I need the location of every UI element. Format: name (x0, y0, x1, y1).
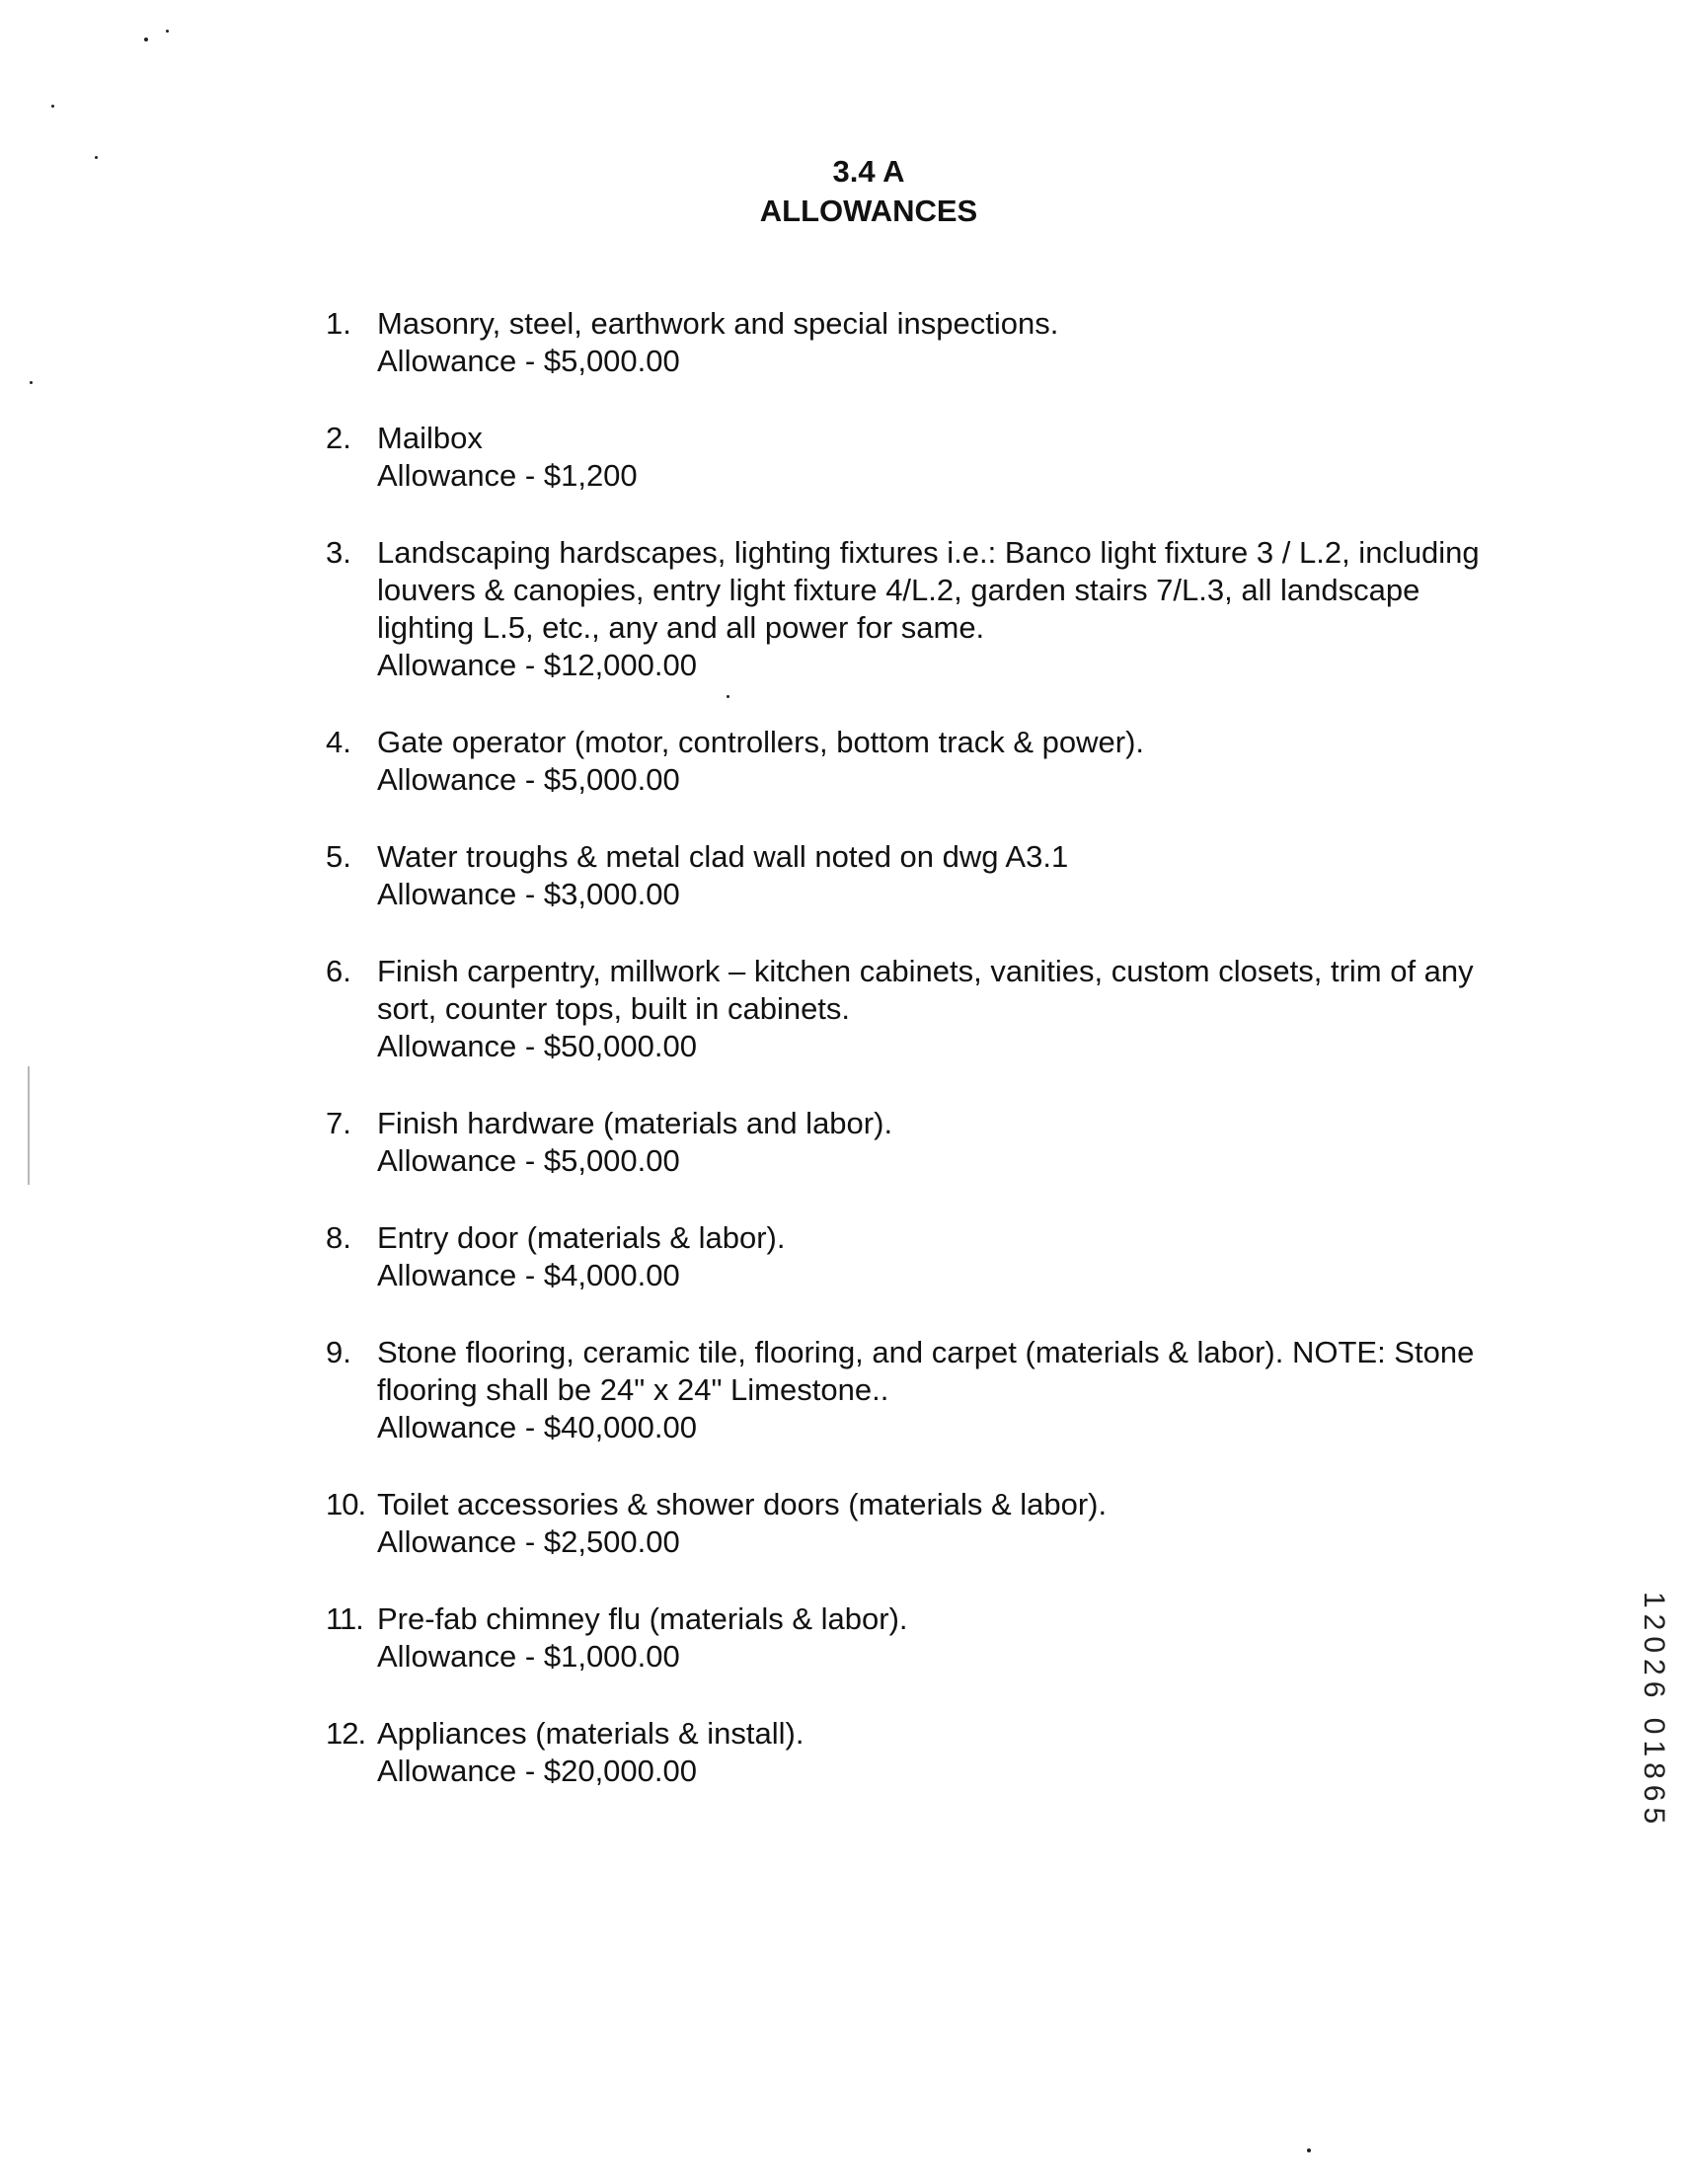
list-item (326, 1715, 1491, 1790)
item-number: 9. (326, 1335, 351, 1369)
item-number: 12. (326, 1716, 366, 1751)
item-amount: Allowance - $5,000.00 (377, 762, 680, 797)
item-number: 11. (326, 1601, 363, 1636)
list-item (326, 1105, 1491, 1180)
item-description: Gate operator (motor, controllers, bottom track & power). (377, 725, 1145, 759)
list-item (326, 1486, 1491, 1561)
list-item (326, 534, 1491, 684)
list-item (326, 724, 1491, 799)
item-number: 2. (326, 421, 351, 455)
item-description: Entry door (materials & labor). (377, 1220, 786, 1255)
item-number: 5. (326, 839, 351, 874)
item-amount: Allowance - $1,200 (377, 458, 638, 493)
allowance-list (326, 305, 1491, 1830)
item-amount: Allowance - $4,000.00 (377, 1258, 680, 1292)
scan-speck (30, 381, 33, 384)
item-number: 8. (326, 1220, 351, 1255)
item-amount: Allowance - $50,000.00 (377, 1029, 698, 1063)
item-amount: Allowance - $3,000.00 (377, 877, 680, 911)
list-item (326, 305, 1491, 380)
item-amount: Allowance - $5,000.00 (377, 1143, 680, 1178)
list-item (326, 420, 1491, 495)
list-item (326, 838, 1491, 913)
bates-stamp: 12026 01865 (1638, 1592, 1670, 1831)
list-item (326, 953, 1491, 1065)
list-item (326, 1600, 1491, 1676)
item-amount: Allowance - $1,000.00 (377, 1639, 680, 1674)
item-amount: Allowance - $2,500.00 (377, 1524, 680, 1559)
item-description: Finish carpentry, millwork – kitchen cabinets, vanities, custom closets, trim of any sort, counter tops, built in cabinets. (377, 954, 1474, 1026)
section-title: ALLOWANCES (759, 194, 978, 228)
item-description: Appliances (materials & install). (377, 1716, 805, 1751)
item-description: Masonry, steel, earthwork and special inspections. (377, 306, 1059, 341)
scan-speck (166, 30, 169, 33)
scan-speck (727, 695, 729, 698)
item-description: Pre-fab chimney flu (materials & labor). (377, 1601, 908, 1636)
item-description: Water troughs & metal clad wall noted on dwg A3.1 (377, 839, 1069, 874)
item-description: Stone flooring, ceramic tile, flooring, and carpet (materials & labor). NOTE: Stone flooring shall be 24" x 24" Limestone.. (377, 1335, 1475, 1407)
item-amount: Allowance - $20,000.00 (377, 1754, 698, 1788)
item-number: 3. (326, 535, 351, 570)
item-description: Finish hardware (materials and labor). (377, 1106, 893, 1140)
section-number: 3.4 A (832, 154, 905, 189)
item-number: 1. (326, 306, 351, 341)
scan-edge-mark (28, 1066, 30, 1185)
item-number: 4. (326, 725, 351, 759)
item-number: 10. (326, 1487, 366, 1521)
item-description: Toilet accessories & shower doors (materials & labor). (377, 1487, 1108, 1521)
item-number: 6. (326, 954, 351, 988)
scan-speck (95, 156, 98, 159)
item-number: 7. (326, 1106, 351, 1140)
list-item (326, 1334, 1491, 1446)
scan-speck (51, 105, 54, 108)
scan-speck (1307, 2148, 1311, 2152)
item-description: Mailbox (377, 421, 483, 455)
list-item (326, 1219, 1491, 1294)
scan-speck (144, 38, 148, 41)
item-description: Landscaping hardscapes, lighting fixtures i.e.: Banco light fixture 3 / L.2, including louvers & canopies, entry light fixture 4/L.2, garden stairs 7/L.3, all landscape lighting L.5, etc., any and all power for same. (377, 535, 1480, 645)
item-amount: Allowance - $12,000.00 (377, 648, 698, 682)
item-amount: Allowance - $40,000.00 (377, 1410, 698, 1444)
item-amount: Allowance - $5,000.00 (377, 344, 680, 378)
